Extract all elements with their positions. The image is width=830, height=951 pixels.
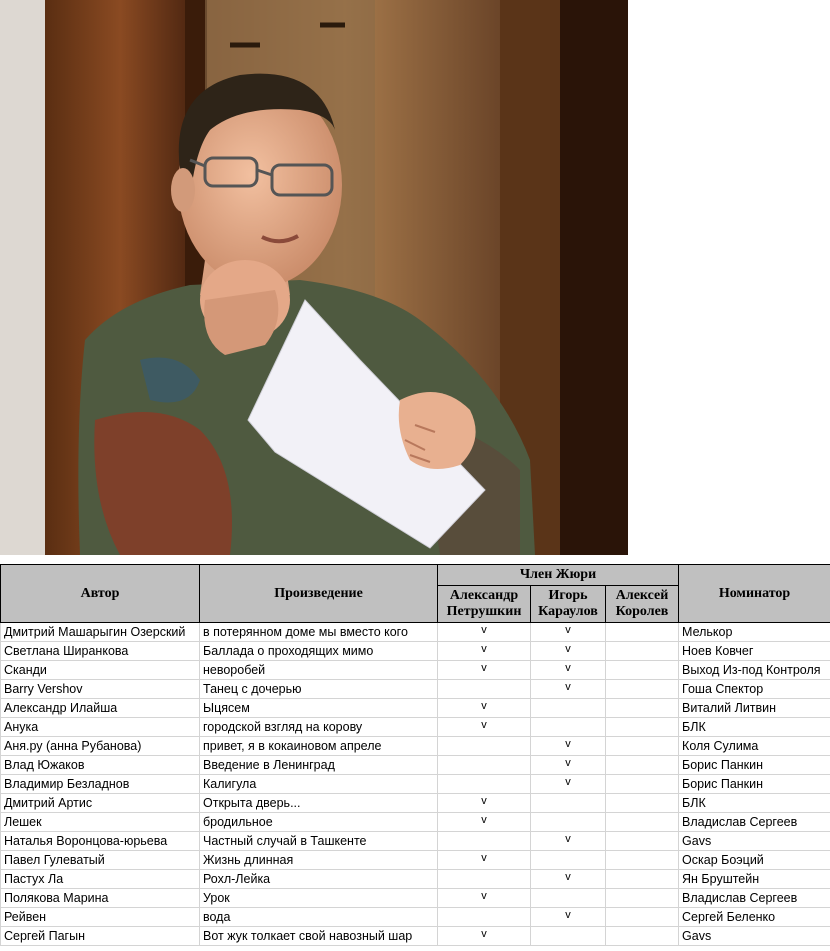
jury-1-mark: v [438, 642, 531, 661]
header-work: Произведение [200, 565, 438, 623]
jury-1-mark: v [438, 699, 531, 718]
table-row [1, 927, 830, 946]
work-cell: Частный случай в Ташкенте [200, 832, 438, 851]
header-jury-3 [606, 586, 679, 623]
jury-1-mark [438, 832, 531, 851]
author-cell: Barry Vershov [1, 680, 200, 699]
header-nominator: Номинатор [679, 565, 830, 623]
table-row [1, 642, 830, 661]
author-cell: Дмитрий Артис [1, 794, 200, 813]
author-cell: Сергей Пагын [1, 927, 200, 946]
nominator-cell: БЛК [679, 718, 830, 737]
author-cell: Светлана Ширанкова [1, 642, 200, 661]
jury-2-mark: v [531, 870, 606, 889]
table-row [1, 661, 830, 680]
nominator-cell: БЛК [679, 794, 830, 813]
jury-3-mark [606, 661, 679, 680]
jury-2-mark [531, 699, 606, 718]
author-cell: Аня.ру (анна Рубанова) [1, 737, 200, 756]
work-cell: Жизнь длинная [200, 851, 438, 870]
nominator-cell: Сергей Беленко [679, 908, 830, 927]
nominator-cell: Мелькор [679, 623, 830, 642]
author-cell: Наталья Воронцова-юрьева [1, 832, 200, 851]
work-cell: Танец с дочерью [200, 680, 438, 699]
jury-2-mark: v [531, 908, 606, 927]
header-jury-2 [531, 586, 606, 623]
author-cell: Рейвен [1, 908, 200, 927]
jury-3-mark [606, 775, 679, 794]
author-cell: Анука [1, 718, 200, 737]
header-jury-2-line1: Игорь [548, 588, 588, 603]
nominator-cell: Gavs [679, 832, 830, 851]
work-cell: Урок [200, 889, 438, 908]
jury-2-mark: v [531, 623, 606, 642]
jury-3-mark [606, 699, 679, 718]
jury-1-mark [438, 870, 531, 889]
jury-2-mark [531, 794, 606, 813]
nominator-cell: Оскар Боэций [679, 851, 830, 870]
nominator-cell: Ноев Ковчег [679, 642, 830, 661]
header-jury-group: Член Жюри [438, 565, 679, 586]
nominator-cell: Борис Панкин [679, 775, 830, 794]
author-cell: Александр Илайша [1, 699, 200, 718]
nominator-cell: Гоша Спектор [679, 680, 830, 699]
table-row [1, 813, 830, 832]
author-cell: Сканди [1, 661, 200, 680]
work-cell: Вот жук толкает свой навозный шар [200, 927, 438, 946]
jury-3-mark [606, 851, 679, 870]
header-author: Автор [1, 565, 200, 623]
work-cell: неворобей [200, 661, 438, 680]
table-row [1, 623, 830, 642]
nominator-cell: Выход Из-под Контроля [679, 661, 830, 680]
table-row [1, 832, 830, 851]
jury-2-mark [531, 927, 606, 946]
table-row [1, 851, 830, 870]
table-row [1, 756, 830, 775]
jury-2-mark: v [531, 775, 606, 794]
work-cell: Введение в Ленинград [200, 756, 438, 775]
jury-1-mark [438, 737, 531, 756]
table-row [1, 699, 830, 718]
nominator-cell: Владислав Сергеев [679, 813, 830, 832]
jury-3-mark [606, 756, 679, 775]
jury-1-mark: v [438, 851, 531, 870]
jury-3-mark [606, 870, 679, 889]
table-row [1, 908, 830, 927]
nominator-cell: Владислав Сергеев [679, 889, 830, 908]
jury-table [0, 564, 830, 946]
work-cell: бродильное [200, 813, 438, 832]
jury-2-mark: v [531, 756, 606, 775]
jury-3-mark [606, 623, 679, 642]
work-cell: привет, я в кокаиновом апреле [200, 737, 438, 756]
nominator-cell: Ян Бруштейн [679, 870, 830, 889]
header-jury-1-line2: Петрушкин [446, 604, 522, 619]
jury-3-mark [606, 737, 679, 756]
work-cell: Ыцясем [200, 699, 438, 718]
jury-1-mark: v [438, 794, 531, 813]
nominator-cell: Виталий Литвин [679, 699, 830, 718]
work-cell: городской взгляд на корову [200, 718, 438, 737]
jury-3-mark [606, 794, 679, 813]
jury-1-mark: v [438, 718, 531, 737]
author-cell: Дмитрий Машарыгин Озерский [1, 623, 200, 642]
jury-1-mark [438, 756, 531, 775]
author-cell: Влад Южаков [1, 756, 200, 775]
jury-1-mark: v [438, 623, 531, 642]
jury-2-mark: v [531, 832, 606, 851]
table-row [1, 870, 830, 889]
jury-2-mark [531, 718, 606, 737]
jury-2-mark: v [531, 680, 606, 699]
author-cell: Полякова Марина [1, 889, 200, 908]
jury-1-mark: v [438, 661, 531, 680]
work-cell: Калигула [200, 775, 438, 794]
author-cell: Павел Гулеватый [1, 851, 200, 870]
table-row [1, 737, 830, 756]
jury-2-mark: v [531, 642, 606, 661]
header-jury-2-line2: Караулов [538, 604, 598, 619]
jury-2-mark: v [531, 661, 606, 680]
portrait-photo [0, 0, 628, 555]
jury-1-mark: v [438, 927, 531, 946]
jury-3-mark [606, 908, 679, 927]
jury-3-mark [606, 889, 679, 908]
jury-3-mark [606, 832, 679, 851]
header-jury-1 [438, 586, 531, 623]
jury-3-mark [606, 718, 679, 737]
header-jury-3-line1: Алексей [615, 588, 669, 603]
jury-3-mark [606, 927, 679, 946]
jury-2-mark: v [531, 737, 606, 756]
table-row [1, 718, 830, 737]
nominator-cell: Gavs [679, 927, 830, 946]
work-cell: Открыта дверь... [200, 794, 438, 813]
table-row [1, 775, 830, 794]
table-body [1, 623, 830, 946]
work-cell: вода [200, 908, 438, 927]
author-cell: Пастух Ла [1, 870, 200, 889]
jury-3-mark [606, 642, 679, 661]
table-row [1, 889, 830, 908]
author-cell: Владимир Безладнов [1, 775, 200, 794]
header-jury-3-line2: Королев [615, 604, 669, 619]
jury-3-mark [606, 680, 679, 699]
author-cell: Лешек [1, 813, 200, 832]
nominator-cell: Коля Сулима [679, 737, 830, 756]
jury-2-mark [531, 813, 606, 832]
jury-1-mark: v [438, 889, 531, 908]
table-row [1, 794, 830, 813]
header-jury-1-line1: Александр [449, 588, 519, 603]
jury-1-mark [438, 775, 531, 794]
jury-1-mark [438, 908, 531, 927]
jury-1-mark [438, 680, 531, 699]
jury-2-mark [531, 851, 606, 870]
work-cell: Баллада о проходящих мимо [200, 642, 438, 661]
jury-3-mark [606, 813, 679, 832]
nominator-cell: Борис Панкин [679, 756, 830, 775]
table-row [1, 680, 830, 699]
jury-1-mark: v [438, 813, 531, 832]
work-cell: в потерянном доме мы вместо кого [200, 623, 438, 642]
jury-2-mark [531, 889, 606, 908]
work-cell: Рохл-Лейка [200, 870, 438, 889]
